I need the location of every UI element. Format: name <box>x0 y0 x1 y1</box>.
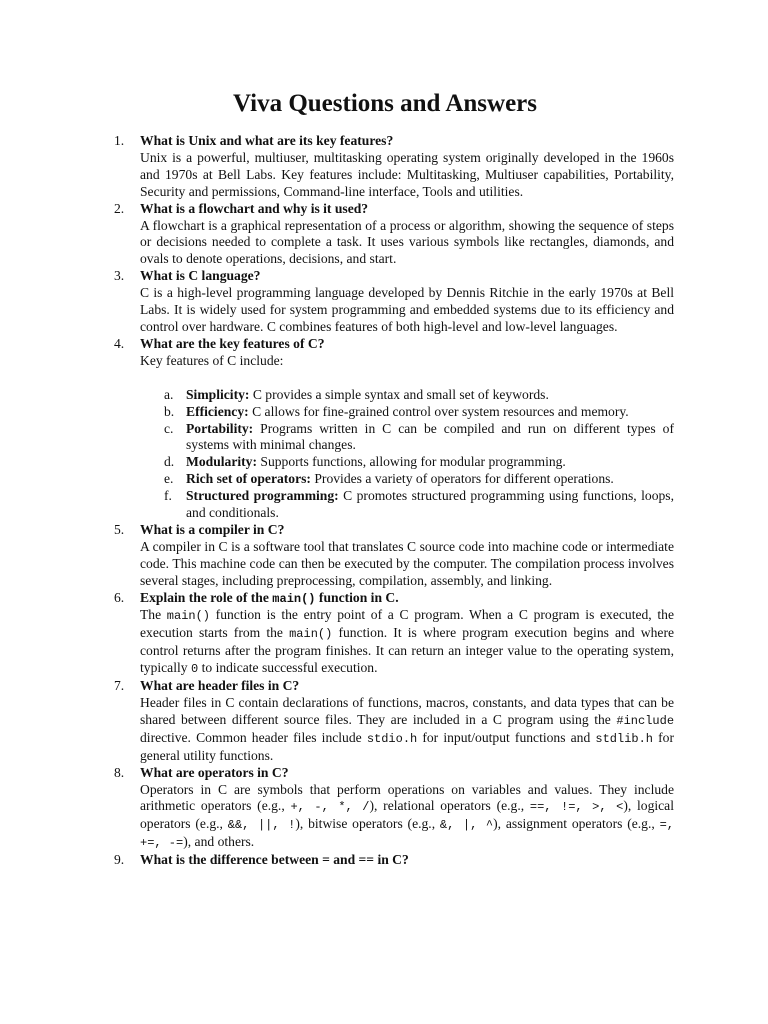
inline-code: main() <box>289 627 333 642</box>
answer-fragment: ), logical operators (e.g., <box>140 798 674 832</box>
feature-item <box>140 387 674 404</box>
question-title: What is the difference between = and == in C? <box>140 852 409 868</box>
answer-fragment: to indicate successful execution. <box>201 660 378 676</box>
question-number: 5. <box>114 521 125 537</box>
answer-text <box>140 782 674 853</box>
question-number: 3. <box>114 268 125 284</box>
feature-name: Modularity: <box>186 454 257 470</box>
answer-fragment: Operators in C are symbols that perform operations on variables and values. They include arithmetic operators (e.g., <box>140 781 674 814</box>
question-title: What are operators in C? <box>140 764 289 780</box>
feature-name: Simplicity: <box>186 386 250 402</box>
answer-text: Unix is a powerful, multiuser, multitasking operating system originally developed in the 1960s and 1970s at Bell Labs. Key features include: Multitasking, Multiuser capabilities, Portability, Security and permissions, Command-line interface, Tools and utilities. <box>140 149 674 199</box>
inline-code: 0 <box>190 662 199 677</box>
answer-fragment: for general utility functions. <box>140 729 674 763</box>
question-number: 1. <box>114 133 125 148</box>
answer-fragment: ), assignment operators (e.g., <box>493 816 655 832</box>
question-item <box>96 765 674 853</box>
feature-text: C allows for fine-grained control over system resources and memory. <box>252 403 629 419</box>
question-title: What are the key features of C? <box>140 335 325 351</box>
feature-name: Efficiency: <box>186 403 249 419</box>
inline-code: stdio.h <box>366 731 418 746</box>
feature-text: Supports functions, allowing for modular programming. <box>260 454 566 470</box>
answer-text: A compiler in C is a software tool that translates C source code into machine code or intermediate code. This machine code can then be executed by the computer. The compilation process involves several stages, including preprocessing, compilation, assembly, and linking. <box>140 538 674 588</box>
feature-item <box>140 488 674 522</box>
question-title <box>140 590 674 608</box>
question-list <box>96 133 674 869</box>
answer-intro: Key features of C include: <box>140 352 284 368</box>
feature-list <box>140 387 674 522</box>
feature-text: C provides a simple syntax and small set of keywords. <box>252 386 549 402</box>
feature-item <box>140 454 674 471</box>
question-title: What is C language? <box>140 268 261 284</box>
question-item <box>96 852 674 869</box>
answer-text <box>140 695 674 765</box>
question-item <box>96 522 674 590</box>
question-number: 6. <box>114 589 125 605</box>
feature-name: Rich set of operators: <box>186 471 311 487</box>
question-item <box>96 678 674 765</box>
feature-letter: f. <box>164 488 172 504</box>
page-title: Viva Questions and Answers <box>233 90 537 117</box>
inline-code: =, +=, -= <box>140 818 674 851</box>
question-title: What is Unix and what are its key features? <box>140 133 394 148</box>
answer-fragment: function. It is where program execution begins and where control returns after the program finishes. It can return an integer value to the operating system, typically <box>140 625 675 676</box>
question-item <box>96 201 674 269</box>
inline-code: +, -, *, / <box>290 800 370 815</box>
feature-item <box>140 404 674 421</box>
question-title-text: Explain the role of the <box>140 589 269 605</box>
inline-code: stdlib.h <box>595 731 653 746</box>
question-number: 7. <box>114 678 125 694</box>
question-number: 9. <box>114 852 125 868</box>
inline-code: main() <box>166 609 211 624</box>
feature-text: Provides a variety of operators for different operations. <box>314 471 614 487</box>
answer-fragment: for input/output functions and <box>422 729 591 745</box>
feature-letter: a. <box>164 386 174 402</box>
feature-letter: c. <box>164 420 174 436</box>
question-number: 8. <box>114 764 125 780</box>
inline-code: ==, !=, >, < <box>529 800 624 815</box>
answer-fragment: ), bitwise operators (e.g., <box>295 816 436 832</box>
question-title: What is a flowchart and why is it used? <box>140 200 369 216</box>
answer-fragment: function is the entry point of a C program. When a C program is executed, the execution starts from the <box>140 607 674 641</box>
question-number: 2. <box>114 200 125 216</box>
inline-code: &, |, ^ <box>439 818 494 833</box>
question-item <box>96 336 674 522</box>
answer-text: C is a high-level programming language developed by Dennis Ritchie in the early 1970s at Bell Labs. It is widely used for system programming and embedded systems due to its efficiency and control over hardware. C combines features of both high-level and low-level languages. <box>140 285 674 334</box>
question-title-text: function in C. <box>318 589 399 605</box>
feature-letter: d. <box>164 454 175 470</box>
answer-text <box>140 607 674 678</box>
feature-name: Portability: <box>186 420 254 436</box>
answer-fragment: ), relational operators (e.g., <box>369 798 525 814</box>
feature-text: Programs written in C can be compiled and run on different types of systems with minimal changes. <box>186 420 674 453</box>
question-title: What is a compiler in C? <box>140 521 285 537</box>
answer-fragment: Header files in C contain declarations of functions, macros, constants, and data types that can be shared between different source files. They are included in a C program using the <box>140 695 674 727</box>
answer-text: A flowchart is a graphical representation of a process or algorithm, showing the sequence of steps or decisions needed to complete a task. It uses various symbols like rectangles, diamonds, and ovals to denote operations, decisions, and start. <box>140 217 674 267</box>
answer-fragment: directive. Common header files include <box>140 729 362 745</box>
inline-code: &&, ||, ! <box>227 818 296 833</box>
question-item <box>96 590 674 679</box>
answer-fragment: ), and others. <box>183 834 255 850</box>
inline-code: #include <box>616 713 675 728</box>
feature-item <box>140 471 674 488</box>
question-title: What are header files in C? <box>140 678 300 694</box>
answer-fragment: The <box>140 607 162 623</box>
inline-code: main() <box>272 591 316 606</box>
question-item <box>96 268 674 336</box>
feature-letter: e. <box>164 471 174 487</box>
question-item <box>96 133 674 201</box>
feature-letter: b. <box>164 403 175 419</box>
question-number: 4. <box>114 335 125 351</box>
feature-text: C promotes structured programming using functions, loops, and conditionals. <box>186 488 674 521</box>
feature-name: Structured programming: <box>186 488 339 504</box>
feature-item <box>140 421 674 455</box>
